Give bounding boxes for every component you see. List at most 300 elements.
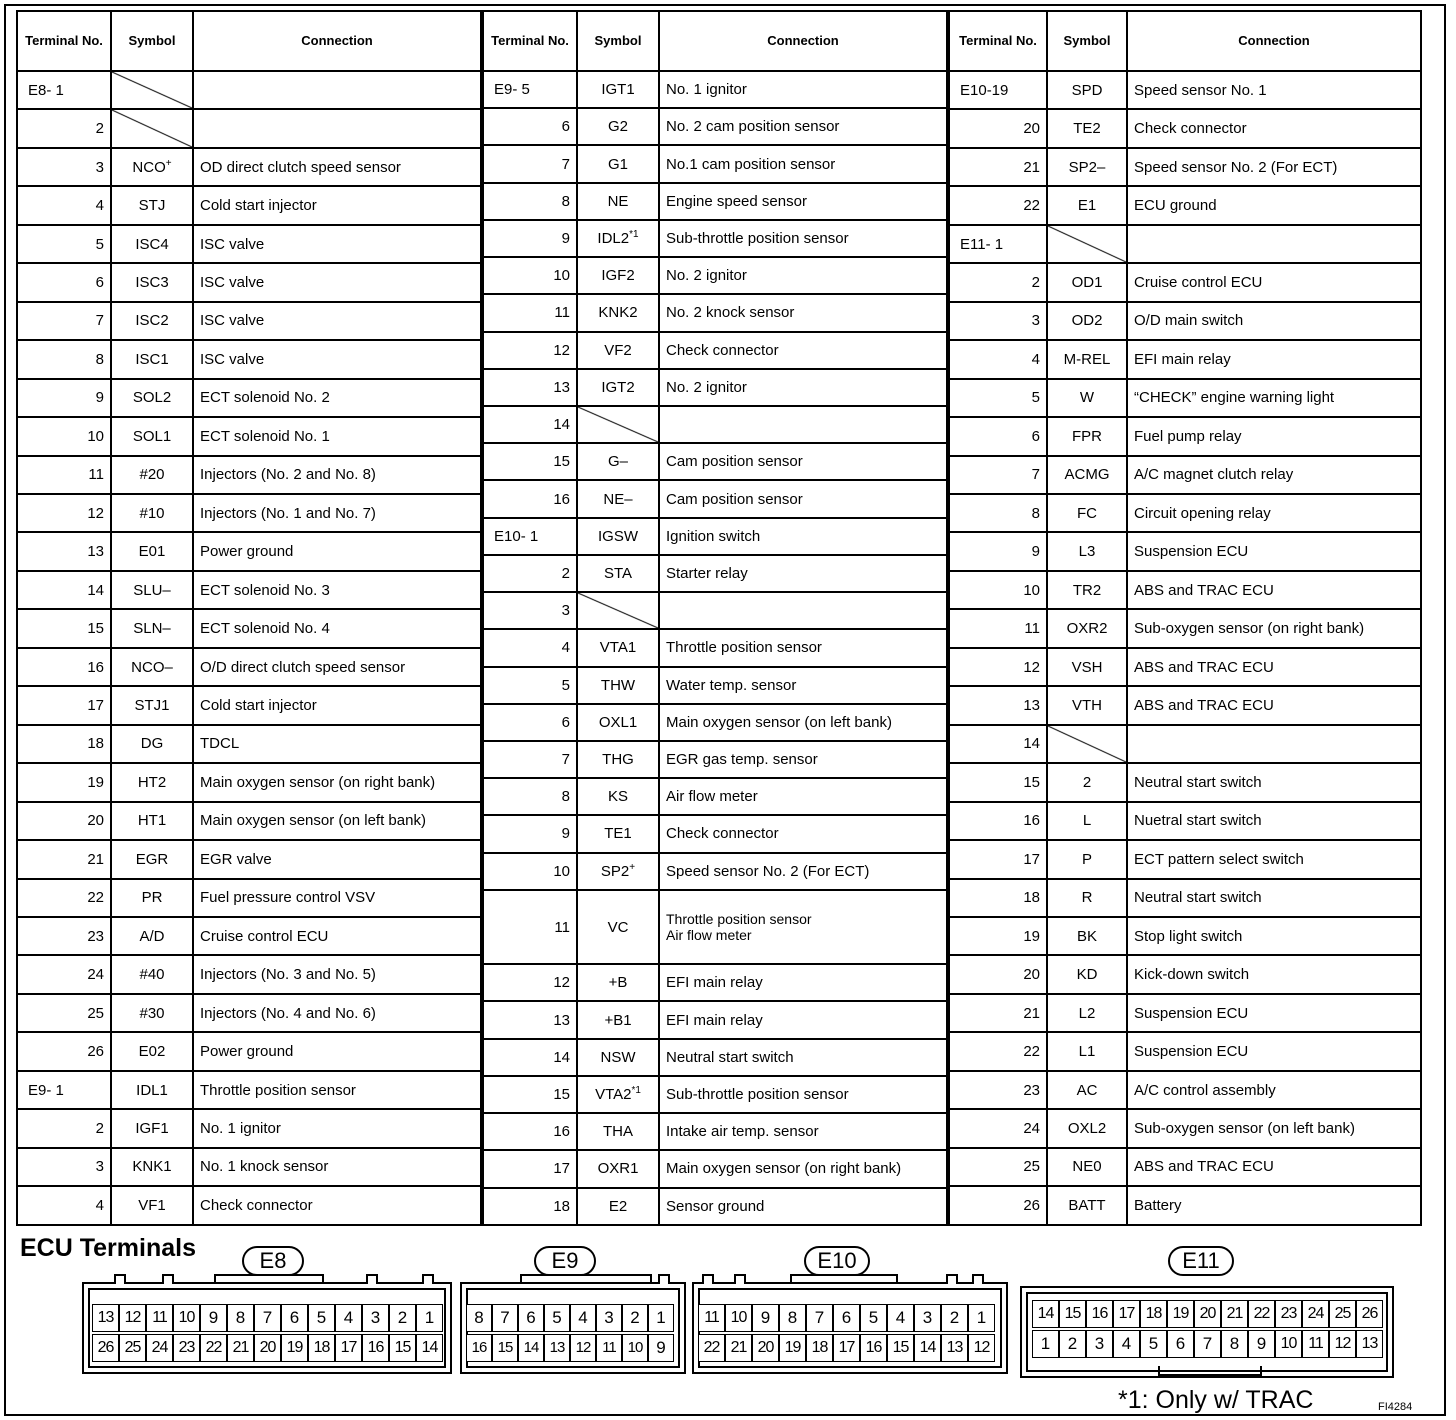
terminal-symbol: IDL1	[111, 1071, 193, 1109]
table-row	[949, 879, 1421, 917]
connector-pin: 23	[1275, 1300, 1302, 1328]
table-row	[949, 1148, 1421, 1186]
terminal-connection: Check connector	[1127, 109, 1421, 147]
terminal-connection: Sub-throttle position sensor	[659, 220, 947, 257]
terminal-symbol: IGT2	[577, 369, 659, 406]
terminal-connection: No. 2 cam position sensor	[659, 108, 947, 145]
terminal-number: 24	[949, 1109, 1047, 1147]
table-row	[483, 667, 947, 704]
table-row	[949, 994, 1421, 1032]
terminal-connection: Throttle position sensor Air flow meter	[659, 890, 947, 964]
terminal-symbol: OD1	[1047, 263, 1127, 301]
terminal-connection: No. 2 ignitor	[659, 257, 947, 294]
connector-label-e10: E10	[804, 1246, 870, 1276]
table-row	[949, 532, 1421, 570]
connector-pin: 8	[779, 1304, 806, 1332]
table-row	[17, 571, 481, 609]
table-row	[483, 443, 947, 480]
terminal-number: 20	[17, 802, 111, 840]
terminal-symbol: M-REL	[1047, 340, 1127, 378]
terminal-symbol: IGT1	[577, 71, 659, 108]
terminal-connection: ABS and TRAC ECU	[1127, 1148, 1421, 1186]
terminal-number: E8- 1	[17, 71, 111, 109]
terminal-connection	[1127, 225, 1421, 263]
terminal-number: 4	[17, 186, 111, 224]
terminal-symbol: TE2	[1047, 109, 1127, 147]
terminal-number: 7	[483, 145, 577, 182]
connector-pin: 19	[1167, 1300, 1194, 1328]
connector-lock-tab	[162, 1274, 174, 1284]
terminal-connection: ABS and TRAC ECU	[1127, 686, 1421, 724]
terminal-symbol: IGF1	[111, 1109, 193, 1147]
terminal-connection: Fuel pump relay	[1127, 417, 1421, 455]
table-row	[949, 148, 1421, 186]
connector-pin: 9	[1248, 1330, 1275, 1358]
terminal-number: 3	[949, 302, 1047, 340]
table-row	[17, 994, 481, 1032]
connector-pin: 15	[492, 1334, 518, 1362]
connector-pin: 10	[622, 1334, 648, 1362]
connector-pin: 9	[200, 1304, 227, 1332]
terminal-symbol: NE–	[577, 480, 659, 517]
connector-pin: 16	[362, 1334, 389, 1362]
terminal-symbol: HT1	[111, 802, 193, 840]
connector-pin: 14	[416, 1334, 443, 1362]
connector-pin: 1	[1032, 1330, 1059, 1358]
terminal-symbol: #30	[111, 994, 193, 1032]
terminal-connection: Injectors (No. 2 and No. 8)	[193, 456, 481, 494]
terminal-connection: Main oxygen sensor (on left bank)	[193, 802, 481, 840]
connector-pin: 16	[860, 1334, 887, 1362]
table-row	[483, 480, 947, 517]
terminal-number: E11- 1	[949, 225, 1047, 263]
terminal-connection: Speed sensor No. 2 (For ECT)	[659, 853, 947, 890]
terminal-connection: Main oxygen sensor (on right bank)	[659, 1150, 947, 1187]
table-row	[17, 340, 481, 378]
header-terminal-no: Terminal No.	[949, 11, 1047, 71]
terminal-connection: No. 1 ignitor	[659, 71, 947, 108]
terminal-symbol: SLN–	[111, 609, 193, 647]
header-symbol: Symbol	[1047, 11, 1127, 71]
terminal-number: 6	[483, 704, 577, 741]
terminal-number: 18	[949, 879, 1047, 917]
terminal-number: 12	[483, 332, 577, 369]
connector-latch	[214, 1274, 324, 1284]
connector-pin: 5	[860, 1304, 887, 1332]
terminal-connection: Cam position sensor	[659, 443, 947, 480]
connector-pin: 12	[119, 1304, 146, 1332]
terminal-number: 12	[949, 648, 1047, 686]
table-row	[483, 629, 947, 666]
connector-lock-tab	[114, 1274, 126, 1284]
terminal-connection: Main oxygen sensor (on right bank)	[193, 763, 481, 801]
terminal-connection: Battery	[1127, 1186, 1421, 1225]
table-row	[17, 225, 481, 263]
terminal-connection: Check connector	[659, 332, 947, 369]
terminal-number: 7	[483, 741, 577, 778]
table-row	[17, 609, 481, 647]
terminal-symbol: ISC2	[111, 302, 193, 340]
terminal-connection	[193, 71, 481, 109]
table-row	[17, 955, 481, 993]
connector-pin: 18	[308, 1334, 335, 1362]
connector-pin: 20	[254, 1334, 281, 1362]
table-row	[483, 890, 947, 964]
table-row	[17, 763, 481, 801]
table-row	[17, 263, 481, 301]
terminal-symbol: TE1	[577, 815, 659, 852]
connector-pin: 15	[887, 1334, 914, 1362]
connector-pin: 2	[389, 1304, 416, 1332]
table-row	[17, 71, 481, 109]
table-row	[17, 1109, 481, 1147]
terminal-number: 22	[949, 1032, 1047, 1070]
connector-pin: 19	[779, 1334, 806, 1362]
terminal-table-2	[482, 10, 948, 1226]
terminal-number: 2	[949, 263, 1047, 301]
connector-pin: 17	[833, 1334, 860, 1362]
terminal-symbol: NSW	[577, 1039, 659, 1076]
terminal-number: 10	[483, 853, 577, 890]
terminal-connection: OD direct clutch speed sensor	[193, 148, 481, 186]
terminal-number: 22	[17, 879, 111, 917]
table-row	[483, 71, 947, 108]
terminal-number: 19	[949, 917, 1047, 955]
terminal-connection: Sub-throttle position sensor	[659, 1076, 947, 1113]
connector-pin: 13	[92, 1304, 119, 1332]
connector-pin: 6	[518, 1304, 544, 1332]
terminal-connection: Suspension ECU	[1127, 532, 1421, 570]
table-row	[949, 1109, 1421, 1147]
terminal-number: 2	[483, 555, 577, 592]
terminal-symbol: VC	[577, 890, 659, 964]
connector-pin: 6	[833, 1304, 860, 1332]
terminal-number: 8	[949, 494, 1047, 532]
terminal-connection: Throttle position sensor	[193, 1071, 481, 1109]
table-row	[483, 704, 947, 741]
terminal-number: 16	[17, 648, 111, 686]
terminal-symbol: OXR2	[1047, 609, 1127, 647]
connector-pin: 3	[1086, 1330, 1113, 1358]
table-row	[17, 1148, 481, 1186]
terminal-symbol: PR	[111, 879, 193, 917]
terminal-symbol: ISC3	[111, 263, 193, 301]
terminal-symbol: E01	[111, 532, 193, 570]
terminal-number: 6	[949, 417, 1047, 455]
terminal-symbol: SPD	[1047, 71, 1127, 109]
table-row	[949, 225, 1421, 263]
terminal-connection: ECU ground	[1127, 186, 1421, 224]
connector-pin: 22	[1248, 1300, 1275, 1328]
terminal-symbol: #20	[111, 456, 193, 494]
table-row	[17, 1032, 481, 1070]
connector-pin: 13	[544, 1334, 570, 1362]
terminal-table-3	[948, 10, 1422, 1226]
connector-pin: 1	[648, 1304, 674, 1332]
connector-pin: 15	[389, 1334, 416, 1362]
table-row	[483, 853, 947, 890]
terminal-symbol: KNK1	[111, 1148, 193, 1186]
terminal-table-1	[16, 10, 482, 1226]
terminal-connection: Neutral start switch	[1127, 763, 1421, 801]
terminal-symbol: IDL2$^{*1}$	[577, 220, 659, 257]
terminal-number: 4	[949, 340, 1047, 378]
terminal-connection: No. 2 ignitor	[659, 369, 947, 406]
connector-pin: 12	[968, 1334, 995, 1362]
terminal-number: 17	[483, 1150, 577, 1187]
terminal-number: 8	[483, 778, 577, 815]
connector-e11	[1020, 1286, 1394, 1378]
terminal-connection: Starter relay	[659, 555, 947, 592]
header-terminal-no: Terminal No.	[17, 11, 111, 71]
connector-pin: 2	[941, 1304, 968, 1332]
terminal-connection: No.1 cam position sensor	[659, 145, 947, 182]
terminal-connection: Neutral start switch	[659, 1039, 947, 1076]
terminal-connection: Nuetral start switch	[1127, 802, 1421, 840]
terminal-connection: EGR gas temp. sensor	[659, 741, 947, 778]
connector-pin: 15	[1059, 1300, 1086, 1328]
terminal-number: 13	[949, 686, 1047, 724]
terminal-connection: A/C magnet clutch relay	[1127, 456, 1421, 494]
terminal-symbol: KD	[1047, 955, 1127, 993]
terminal-symbol: +B	[577, 964, 659, 1001]
connector-pin: 22	[698, 1334, 725, 1362]
terminal-tables	[16, 10, 1446, 1226]
terminal-number: 5	[483, 667, 577, 704]
connector-lock-tab	[366, 1274, 378, 1284]
terminal-symbol: NE0	[1047, 1148, 1127, 1186]
terminal-number: 3	[483, 592, 577, 629]
table-row	[949, 417, 1421, 455]
connector-pin: 3	[596, 1304, 622, 1332]
table-row	[949, 302, 1421, 340]
table-row	[483, 964, 947, 1001]
table-row	[17, 686, 481, 724]
table-row	[949, 955, 1421, 993]
connector-pin: 22	[200, 1334, 227, 1362]
terminal-number: 10	[949, 571, 1047, 609]
terminal-number: 15	[483, 443, 577, 480]
terminal-connection: ISC valve	[193, 302, 481, 340]
table-row	[17, 879, 481, 917]
connector-label-e11: E11	[1168, 1246, 1234, 1276]
terminal-number: 13	[483, 369, 577, 406]
table-row	[17, 917, 481, 955]
connector-pin: 5	[308, 1304, 335, 1332]
table-row	[949, 1186, 1421, 1225]
terminal-symbol: VF1	[111, 1186, 193, 1225]
terminal-number: 12	[17, 494, 111, 532]
terminal-symbol: VTA2$^{*1}$	[577, 1076, 659, 1113]
connector-pin: 7	[1194, 1330, 1221, 1358]
connector-pin: 3	[914, 1304, 941, 1332]
terminal-connection: ISC valve	[193, 225, 481, 263]
terminal-symbol: VSH	[1047, 648, 1127, 686]
terminal-connection: Cold start injector	[193, 686, 481, 724]
terminal-symbol: ISC4	[111, 225, 193, 263]
terminal-symbol: SOL1	[111, 417, 193, 455]
terminal-symbol: FPR	[1047, 417, 1127, 455]
terminal-symbol: HT2	[111, 763, 193, 801]
unused-terminal-slash	[577, 592, 659, 629]
terminal-symbol: W	[1047, 379, 1127, 417]
terminal-symbol: BATT	[1047, 1186, 1127, 1225]
connector-pin: 16	[1086, 1300, 1113, 1328]
terminal-number: 9	[483, 220, 577, 257]
terminal-number: 11	[17, 456, 111, 494]
table-row	[949, 340, 1421, 378]
terminal-symbol: 2	[1047, 763, 1127, 801]
ecu-terminals-title: ECU Terminals	[20, 1234, 196, 1262]
table-row	[949, 71, 1421, 109]
terminal-symbol: ISC1	[111, 340, 193, 378]
terminal-symbol: STJ	[111, 186, 193, 224]
table-row	[483, 518, 947, 555]
terminal-number: 16	[483, 1113, 577, 1150]
terminal-connection: ECT solenoid No. 4	[193, 609, 481, 647]
terminal-symbol: STA	[577, 555, 659, 592]
table-row	[17, 417, 481, 455]
connector-pin: 13	[1356, 1330, 1383, 1358]
connector-pin: 2	[622, 1304, 648, 1332]
terminal-connection: Speed sensor No. 1	[1127, 71, 1421, 109]
table-row	[17, 302, 481, 340]
connector-lock-tab	[734, 1274, 746, 1284]
terminal-connection	[1127, 725, 1421, 763]
connector-lock-tab	[422, 1274, 434, 1284]
terminal-number: 6	[483, 108, 577, 145]
connector-pin: 10	[725, 1304, 752, 1332]
connector-latch	[790, 1274, 898, 1284]
table-row	[483, 1113, 947, 1150]
terminal-symbol: THW	[577, 667, 659, 704]
connector-pin: 5	[1140, 1330, 1167, 1358]
connector-pin: 7	[806, 1304, 833, 1332]
terminal-connection: Check connector	[193, 1186, 481, 1225]
connector-pin: 18	[1140, 1300, 1167, 1328]
table-row	[949, 379, 1421, 417]
terminal-symbol: L2	[1047, 994, 1127, 1032]
terminal-symbol: P	[1047, 840, 1127, 878]
unused-terminal-slash	[1047, 225, 1127, 263]
terminal-number: 13	[17, 532, 111, 570]
terminal-symbol: E2	[577, 1188, 659, 1225]
terminal-connection: Main oxygen sensor (on left bank)	[659, 704, 947, 741]
terminal-number: 17	[17, 686, 111, 724]
terminal-connection: Cruise control ECU	[193, 917, 481, 955]
terminal-connection: Engine speed sensor	[659, 183, 947, 220]
connector-pin: 6	[281, 1304, 308, 1332]
terminal-connection: Cruise control ECU	[1127, 263, 1421, 301]
terminal-number: 21	[949, 148, 1047, 186]
terminal-symbol: R	[1047, 879, 1127, 917]
terminal-connection: ECT solenoid No. 1	[193, 417, 481, 455]
connector-lock-tab	[946, 1274, 958, 1284]
connector-pin: 4	[887, 1304, 914, 1332]
terminal-connection: EGR valve	[193, 840, 481, 878]
terminal-connection: Ignition switch	[659, 518, 947, 555]
table-row	[483, 332, 947, 369]
terminal-symbol: OD2	[1047, 302, 1127, 340]
table-row	[949, 648, 1421, 686]
terminal-number: 10	[483, 257, 577, 294]
table-row	[483, 815, 947, 852]
terminal-number: 23	[949, 1071, 1047, 1109]
terminal-number: 24	[17, 955, 111, 993]
terminal-connection: Cam position sensor	[659, 480, 947, 517]
terminal-symbol: E1	[1047, 186, 1127, 224]
terminal-number: 14	[483, 406, 577, 443]
terminal-number: 11	[483, 294, 577, 331]
terminal-number: 17	[949, 840, 1047, 878]
terminal-symbol: THA	[577, 1113, 659, 1150]
terminal-connection: Injectors (No. 4 and No. 6)	[193, 994, 481, 1032]
terminal-connection: EFI main relay	[659, 964, 947, 1001]
table-row	[483, 406, 947, 443]
connector-pin: 2	[1059, 1330, 1086, 1358]
table-row	[17, 1186, 481, 1225]
terminal-number: 25	[17, 994, 111, 1032]
terminal-connection: Sub-oxygen sensor (on left bank)	[1127, 1109, 1421, 1147]
connector-pin: 21	[725, 1334, 752, 1362]
connector-pin: 10	[1275, 1330, 1302, 1358]
header-symbol: Symbol	[577, 11, 659, 71]
terminal-number: 14	[17, 571, 111, 609]
connector-pin: 26	[92, 1334, 119, 1362]
terminal-connection: O/D main switch	[1127, 302, 1421, 340]
terminal-symbol: G2	[577, 108, 659, 145]
table-row	[17, 148, 481, 186]
connector-pin: 8	[1221, 1330, 1248, 1358]
terminal-symbol: TR2	[1047, 571, 1127, 609]
terminal-symbol: G1	[577, 145, 659, 182]
terminal-connection: Throttle position sensor	[659, 629, 947, 666]
terminal-number: 15	[483, 1076, 577, 1113]
terminal-symbol: VTA1	[577, 629, 659, 666]
terminal-connection: Sub-oxygen sensor (on right bank)	[1127, 609, 1421, 647]
terminal-symbol: THG	[577, 741, 659, 778]
terminal-connection	[659, 592, 947, 629]
table-row	[483, 145, 947, 182]
unused-terminal-slash	[1047, 725, 1127, 763]
terminal-connection: Kick-down switch	[1127, 955, 1421, 993]
table-row	[949, 686, 1421, 724]
terminal-connection: Injectors (No. 3 and No. 5)	[193, 955, 481, 993]
connector-latch	[520, 1274, 652, 1284]
table-row	[17, 840, 481, 878]
connector-pin: 1	[968, 1304, 995, 1332]
connector-pin: 12	[570, 1334, 596, 1362]
connector-pin: 8	[466, 1304, 492, 1332]
connector-pin: 9	[648, 1334, 674, 1362]
terminal-connection: ABS and TRAC ECU	[1127, 571, 1421, 609]
connector-pin: 16	[466, 1334, 492, 1362]
connector-pin: 24	[1302, 1300, 1329, 1328]
terminal-connection: Power ground	[193, 1032, 481, 1070]
terminal-number: 18	[17, 725, 111, 763]
connector-pin: 18	[806, 1334, 833, 1362]
table-row	[949, 840, 1421, 878]
connector-pin: 20	[752, 1334, 779, 1362]
terminal-number: 9	[17, 379, 111, 417]
connector-pin: 14	[1032, 1300, 1059, 1328]
connector-pin: 13	[941, 1334, 968, 1362]
terminal-number: 4	[483, 629, 577, 666]
connector-pin: 5	[544, 1304, 570, 1332]
terminal-symbol: VTH	[1047, 686, 1127, 724]
connector-pin: 23	[173, 1334, 200, 1362]
table-row	[483, 592, 947, 629]
